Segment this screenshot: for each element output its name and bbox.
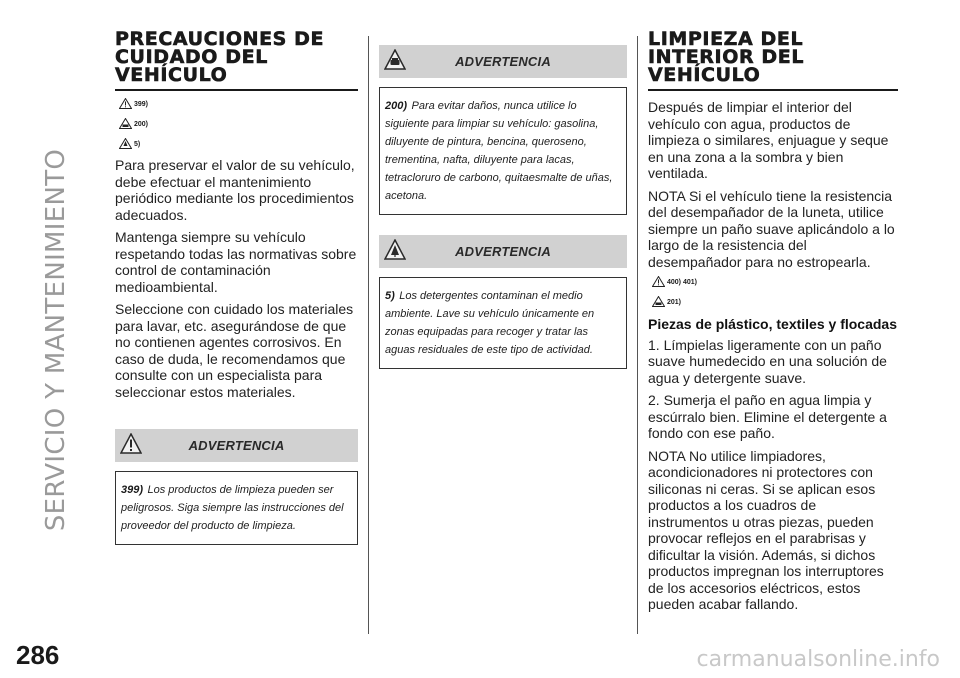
warning-title: ADVERTENCIA [455,244,551,259]
warning-text: Para evitar daños, nunca utilice lo siguiente para limpiar su vehículo: gasolina, diluyente de pintura, bencina, queroseno, trementina, nafta, diluyente para lacas, tetracloruro de carbono, quitaesmalte de uñas, acetona. [385,100,613,202]
warning-reference [652,276,898,287]
warning-title: ADVERTENCIA [455,54,551,69]
subsection-heading: Piezas de plástico, textiles y flocadas [648,316,897,332]
column-divider [637,36,638,634]
reference-number: 400) 401) [667,279,697,286]
caution-icon [652,296,665,307]
reference-number: 201) [667,299,682,306]
reference-number: 200) [134,121,149,128]
note-paragraph: NOTA No utilice limpiadores, acondicionadores ni protectores con siliconas ni ceras. Si se aplican esos productos a los cuadros de instrumentos u otras piezas, pueden provocar reflejos en el parabrisas y dificultar la visión. Además, si dichos productos impregnan los interruptores de los accesorios eléctricos, estos pueden acabar fallando. [648,447,884,612]
warning-banner [379,45,627,78]
page-number: 286 [16,640,60,670]
warning-number: 399) [121,484,144,496]
section-heading: PRECAUCIONES DE CUIDADO DEL VEHÍCULO [115,30,358,91]
column-interior-cleaning [648,30,898,613]
column-divider [368,36,369,634]
warning-block [379,45,627,215]
environment-icon [119,138,132,149]
warning-block [379,235,627,369]
section-heading: LIMPIEZA DEL INTERIOR DEL VEHÍCULO [648,30,898,91]
body-paragraph: Seleccione con cuidado los materiales para lavar, etc. asegurándose de que no contienen agentes corrosivos. En caso de duda, le recomendamos que consulte con un especialista para seleccionar estos materiales. [115,301,354,400]
warning-text-box [379,277,627,369]
car-caution-icon [384,49,406,71]
warning-number: 5) [385,290,395,302]
warning-block [115,429,358,545]
warning-triangle-icon [120,433,142,455]
warning-number: 200) [385,100,408,112]
reference-number: 5) [134,141,141,148]
warning-reference [119,98,358,109]
warning-title: ADVERTENCIA [188,438,285,453]
section-side-title: SERVICIO Y MANTENIMIENTO [41,148,71,532]
body-paragraph: 1. Límpielas ligeramente con un paño suave humedecido en una solución de agua y detergente suave. [648,336,887,386]
body-paragraph: 2. Sumerja el paño en agua limpia y escúrralo bien. Elimine el detergente a fondo con ese paño. [648,392,887,441]
warning-triangle-icon [119,98,132,109]
caution-reference [652,296,898,307]
body-paragraph: Mantenga siempre su vehículo respetando todas las normativas sobre control de contaminación medioambiental. [115,229,357,295]
environment-reference [119,138,358,149]
caution-icon [119,118,132,129]
warning-text: Los productos de limpieza pueden ser peligrosos. Siga siempre las instrucciones del proveedor del producto de limpieza. [121,484,344,532]
warning-banner [115,429,358,462]
warning-text: Los detergentes contaminan el medio ambiente. Lave su vehículo únicamente en zonas equipadas para recoger y tratar las aguas residuales de este tipo de actividad. [385,290,595,356]
warning-banner [379,235,627,268]
body-paragraph: Para preservar el valor de su vehículo, debe efectuar el mantenimiento periódico mediante los procedimientos adecuados. [115,157,355,223]
column-warnings [379,45,627,369]
column-care-precautions [115,30,358,545]
warning-text-box [379,87,627,215]
note-paragraph: NOTA Si el vehículo tiene la resistencia del desempañador de la luneta, utilice siempre un paño suave aplicándolo a lo largo de la resistencia del desempañador para no estropearla. [648,187,895,270]
caution-reference [119,118,358,129]
warning-text-box [115,471,358,545]
body-paragraph: Después de limpiar el interior del vehículo con agua, productos de limpieza o similares, enjuague y seque en una zona a la sombra y bien ventilada. [648,99,889,181]
reference-number: 399) [134,101,149,108]
environment-icon [384,239,406,261]
warning-triangle-icon [652,276,665,287]
watermark: carmanualsonline.info [696,647,940,672]
